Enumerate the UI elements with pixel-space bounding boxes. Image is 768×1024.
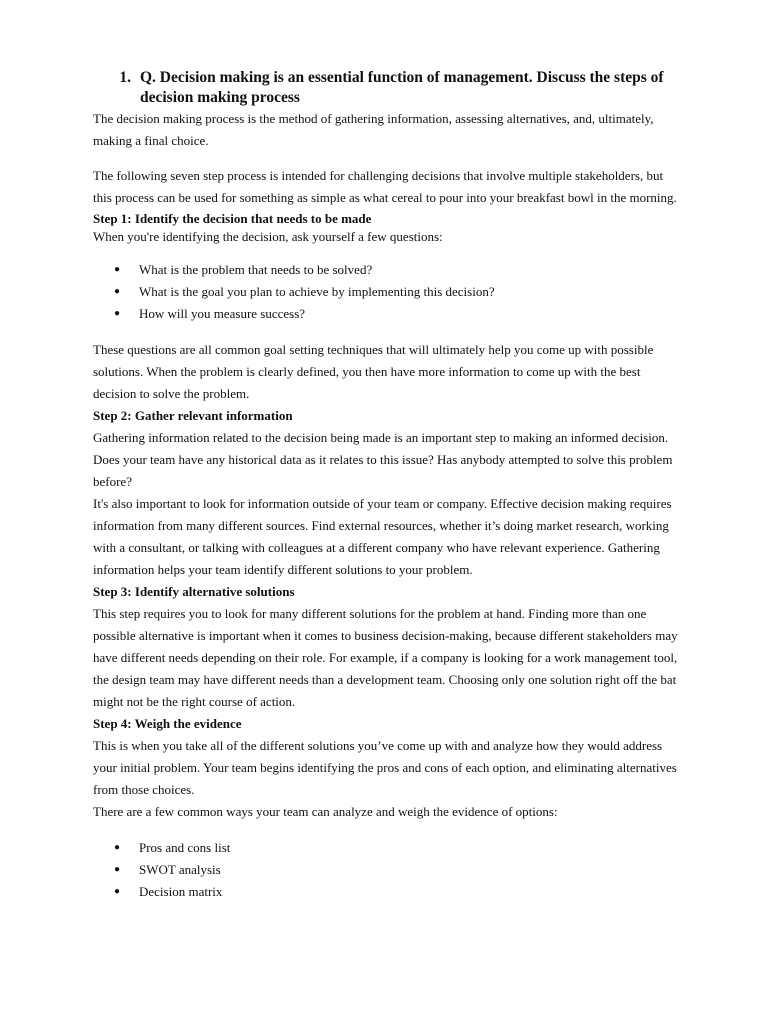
step4-paragraph-2: There are a few common ways your team can analyze and weigh the evidence of options: (93, 804, 558, 819)
step4-method-list (93, 837, 683, 903)
bullet-icon: ● (114, 842, 121, 853)
step1-question-list (93, 259, 683, 325)
step2-heading: Step 2: Gather relevant information (93, 408, 293, 423)
question-number: 1. (119, 69, 131, 86)
step2-paragraph-2: It's also important to look for information outside of your team or company. Effective decision making requires information from many different sources. Find external resources, whether it’s doing market research, working with a consultant, or talking with colleagues at a different company who have relevant experience. Gathering information helps your team identify different solutions to your problem. (93, 496, 672, 577)
step3-paragraph: This step requires you to look for many different solutions for the problem at hand. Finding more than one possible alternative is important when it comes to business decision-making, because different stakeholders may have different needs depending on their role. For example, if a company is looking for a work management tool, the design team may have different needs than a development team. Choosing only one solution right off the bat might not be the right course of action. (93, 606, 678, 709)
question-text: Q. Decision making is an essential function of management. Discuss the steps of decision making process (140, 69, 664, 106)
intro-paragraph-2: The following seven step process is intended for challenging decisions that involve multiple stakeholders, but this process can be used for something as simple as what cereal to pour into your breakfast bowl in the morning. (93, 168, 677, 205)
list-item: ● Decision matrix (93, 881, 683, 903)
list-item: ● What is the goal you plan to achieve by implementing this decision? (93, 281, 683, 303)
bullet-icon: ● (114, 286, 121, 297)
step1-after-paragraph: These questions are all common goal setting techniques that will ultimately help you come up with possible solutions. When the problem is clearly defined, you then have more information to come up with the best decision to solve the problem. (93, 342, 654, 401)
list-item: ● How will you measure success? (93, 303, 683, 325)
document-page (93, 68, 683, 903)
step2-paragraph-1: Gathering information related to the decision being made is an important step to making an informed decision. Does your team have any historical data as it relates to this issue? Has anybody attempted to solve this problem before? (93, 430, 673, 489)
bullet-icon: ● (114, 264, 121, 275)
step1-heading: Step 1: Identify the decision that needs to be made (93, 211, 372, 226)
intro-paragraph-1: The decision making process is the method of gathering information, assessing alternatives, and, ultimately, making a final choice. (93, 111, 654, 148)
bullet-icon: ● (114, 308, 121, 319)
bullet-icon: ● (114, 864, 121, 875)
list-item: ● Pros and cons list (93, 837, 683, 859)
list-item: ● SWOT analysis (93, 859, 683, 881)
bullet-icon: ● (114, 886, 121, 897)
question-heading (93, 68, 683, 108)
step4-heading: Step 4: Weigh the evidence (93, 716, 242, 731)
step3-heading: Step 3: Identify alternative solutions (93, 584, 295, 599)
step4-paragraph-1: This is when you take all of the different solutions you’ve come up with and analyze how they would address your initial problem. Your team begins identifying the pros and cons of each option, and eliminating alternatives from those choices. (93, 738, 677, 797)
list-item: ● What is the problem that needs to be solved? (93, 259, 683, 281)
step1-lead: When you're identifying the decision, ask yourself a few questions: (93, 229, 443, 244)
